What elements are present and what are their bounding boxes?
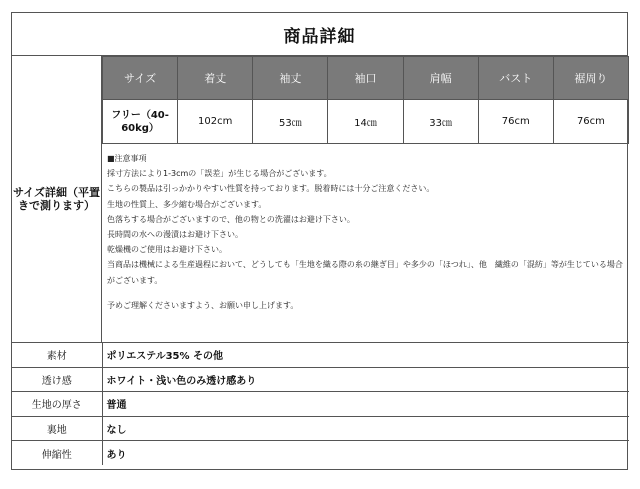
- size-table: [102, 56, 629, 144]
- spec-row: [12, 343, 629, 368]
- spec-label-sheerness: 透け感: [12, 367, 102, 392]
- notes-line: 採寸方法により1-3cmの「誤差」が生じる場合がございます。: [107, 169, 332, 179]
- size-header-cuff: 袖口: [328, 57, 403, 100]
- size-header-bust: バスト: [478, 57, 553, 100]
- notes-closing: 予めご理解くださいますよう、お願い申し上げます。: [107, 300, 299, 310]
- size-value-sleeve-length: 53㎝: [253, 100, 328, 144]
- spec-row: [12, 441, 629, 466]
- size-value-hem: 76cm: [553, 100, 628, 144]
- spec-value-material: ポリエステル35% その他: [102, 343, 629, 368]
- spec-value-lining: なし: [102, 416, 629, 441]
- notes-line: 長時間の水への漫漬はお避け下さい。: [107, 230, 243, 240]
- spec-label-material: 素材: [12, 343, 102, 368]
- size-value-shoulder: 33㎝: [403, 100, 478, 144]
- spec-value-sheerness: ホワイト・浅い色のみ透け感あり: [102, 367, 629, 392]
- size-value-length: 102cm: [178, 100, 253, 144]
- size-header-hem: 裾周り: [553, 57, 628, 100]
- spec-row: [12, 367, 629, 392]
- size-header-sleeve-length: 袖丈: [253, 57, 328, 100]
- spec-label-stretch: 伸縮性: [12, 441, 102, 466]
- spec-label-thickness: 生地の厚さ: [12, 392, 102, 417]
- product-detail-frame: [11, 12, 628, 470]
- notes-line: 色落ちする場合がございますので、他の物との洗濯はお避け下さい。: [107, 214, 355, 224]
- size-section-label: [12, 56, 102, 342]
- spec-table: [12, 342, 629, 465]
- spec-label-lining: 裏地: [12, 416, 102, 441]
- notes-block: [103, 143, 628, 342]
- size-section-label-text: サイズ詳細（平置きで測ります）: [12, 186, 101, 212]
- size-value-cuff: 14㎝: [328, 100, 403, 144]
- spec-value-stretch: あり: [102, 441, 629, 466]
- notes-line: 生地の性質上、多少縮む場合がございます。: [107, 199, 267, 209]
- size-header-size: サイズ: [103, 57, 178, 100]
- page-title: 商品詳細: [12, 13, 627, 56]
- notes-line: 当商品は機械による生産過程において、どうしても「生地を織る際の糸の継ぎ目」や多少の「ほつれ」、他 繊維の「混紡」等が生じている場合がございます。: [107, 260, 623, 285]
- size-value-bust: 76cm: [478, 100, 553, 144]
- spec-row: [12, 392, 629, 417]
- size-table-row: [103, 100, 629, 144]
- notes-heading: ■注意事項: [107, 154, 147, 163]
- notes-line: こちらの製品は引っかかりやすい性質を持っております。脱着時には十分ご注意ください。: [107, 184, 435, 194]
- spec-row: [12, 416, 629, 441]
- size-header-shoulder: 肩幅: [403, 57, 478, 100]
- notes-line: 乾燥機のご使用はお避け下さい。: [107, 245, 227, 255]
- size-row-label: フリー（40-60kg）: [103, 100, 178, 144]
- size-header-length: 着丈: [178, 57, 253, 100]
- size-table-header-row: [103, 57, 629, 100]
- spec-value-thickness: 普通: [102, 392, 629, 417]
